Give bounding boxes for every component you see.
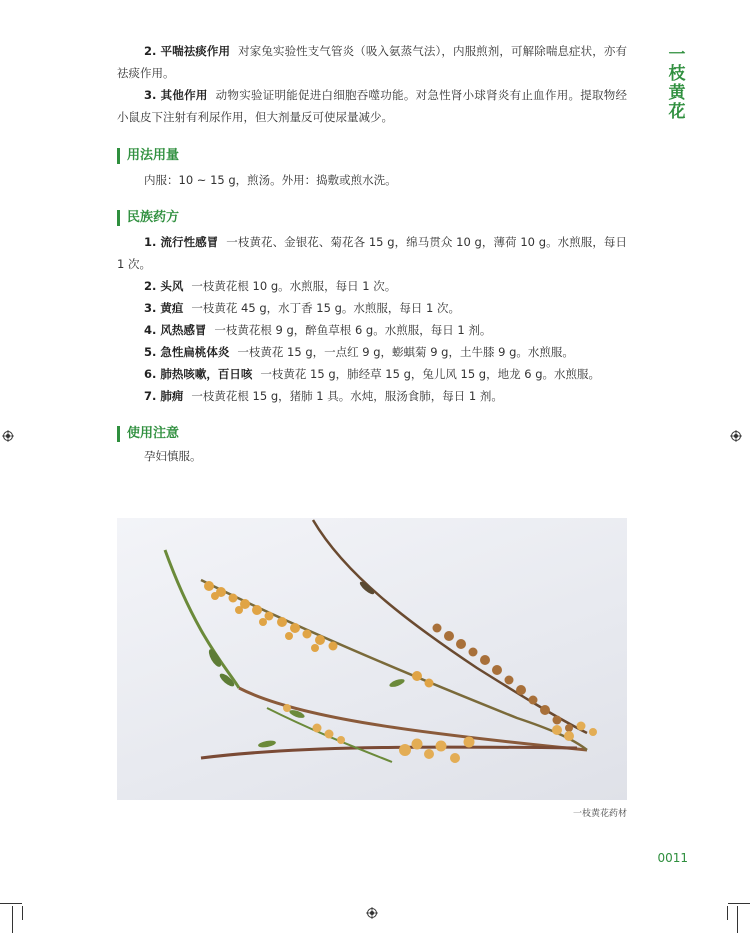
item-text: 一枝黄花 15 g，肺经草 15 g，兔儿风 15 g，地龙 6 g。水煎服。	[260, 367, 601, 381]
prescription-item	[117, 319, 627, 341]
herb-illustration	[117, 518, 627, 800]
side-title-char: 花	[668, 102, 686, 122]
page-number: 0011	[657, 851, 688, 865]
crop-mark	[728, 903, 750, 904]
item-text: 动物实验证明能促进白细胞吞噬功能。对急性肾小球肾炎有止血作用。提取物经小鼠皮下注射有利尿作用，但大剂量反可使尿量减少。	[117, 88, 627, 124]
herb-photo	[117, 518, 627, 800]
prescription-item	[117, 385, 627, 407]
prescription-item	[117, 341, 627, 363]
item-text: 一枝黄花、金银花、菊花各 15 g，绵马贯众 10 g，薄荷 10 g。水煎服，每日 1 次。	[117, 235, 627, 271]
main-content	[117, 40, 627, 467]
crop-mark	[12, 906, 13, 933]
prescription-item	[117, 231, 627, 275]
item-text: 对家兔实验性支气管炎（吸入氨蒸气法），内服煎剂，可解除喘息症状，亦有祛痰作用。	[117, 44, 627, 80]
figure-caption: 一枝黄花药材	[572, 809, 627, 819]
prescription-item	[117, 275, 627, 297]
crop-mark	[737, 906, 738, 933]
item-label: 6. 肺热咳嗽，百日咳	[144, 367, 253, 381]
item-label: 2. 平喘祛痰作用	[144, 44, 231, 58]
item-label: 2. 头风	[144, 279, 184, 293]
item-label: 7. 肺痈	[144, 389, 184, 403]
side-title-char: 枝	[668, 64, 686, 84]
item-text: 一枝黄花根 15 g，猪肺 1 具。水炖，服汤食肺，每日 1 剂。	[191, 389, 503, 403]
crop-mark	[727, 906, 728, 920]
registration-mark-icon	[730, 430, 742, 442]
item-label: 3. 黄疸	[144, 301, 184, 315]
registration-mark-icon	[2, 430, 14, 442]
item-text: 一枝黄花根 10 g。水煎服，每日 1 次。	[191, 279, 397, 293]
item-label: 5. 急性扁桃体炎	[144, 345, 230, 359]
prescription-item	[117, 297, 627, 319]
caution-heading: 使用注意	[117, 426, 627, 442]
item-text: 一枝黄花 45 g，水丁香 15 g。水煎服，每日 1 次。	[191, 301, 460, 315]
caution-text: 孕妇慎服。	[144, 449, 202, 463]
item-label: 3. 其他作用	[144, 88, 208, 102]
usage-heading: 用法用量	[117, 148, 627, 164]
pharmacology-item	[117, 84, 627, 128]
item-label: 1. 流行性感冒	[144, 235, 219, 249]
usage-text: 内服：10 ~ 15 g，煎汤。外用：捣敷或煎水洗。	[144, 173, 397, 187]
item-text: 一枝黄花根 9 g，醉鱼草根 6 g。水煎服，每日 1 剂。	[214, 323, 492, 337]
side-title	[666, 46, 688, 122]
side-title-char: 黄	[668, 83, 686, 103]
item-text: 一枝黄花 15 g，一点红 9 g，蟛蜞菊 9 g，土牛膝 9 g。水煎服。	[237, 345, 574, 359]
prescription-item	[117, 363, 627, 385]
registration-mark-icon	[366, 907, 378, 919]
ethnic-heading: 民族药方	[117, 210, 627, 226]
crop-mark	[0, 903, 22, 904]
item-label: 4. 风热感冒	[144, 323, 207, 337]
side-title-char: 一	[668, 45, 686, 65]
crop-mark	[22, 906, 23, 920]
pharmacology-item	[117, 40, 627, 84]
